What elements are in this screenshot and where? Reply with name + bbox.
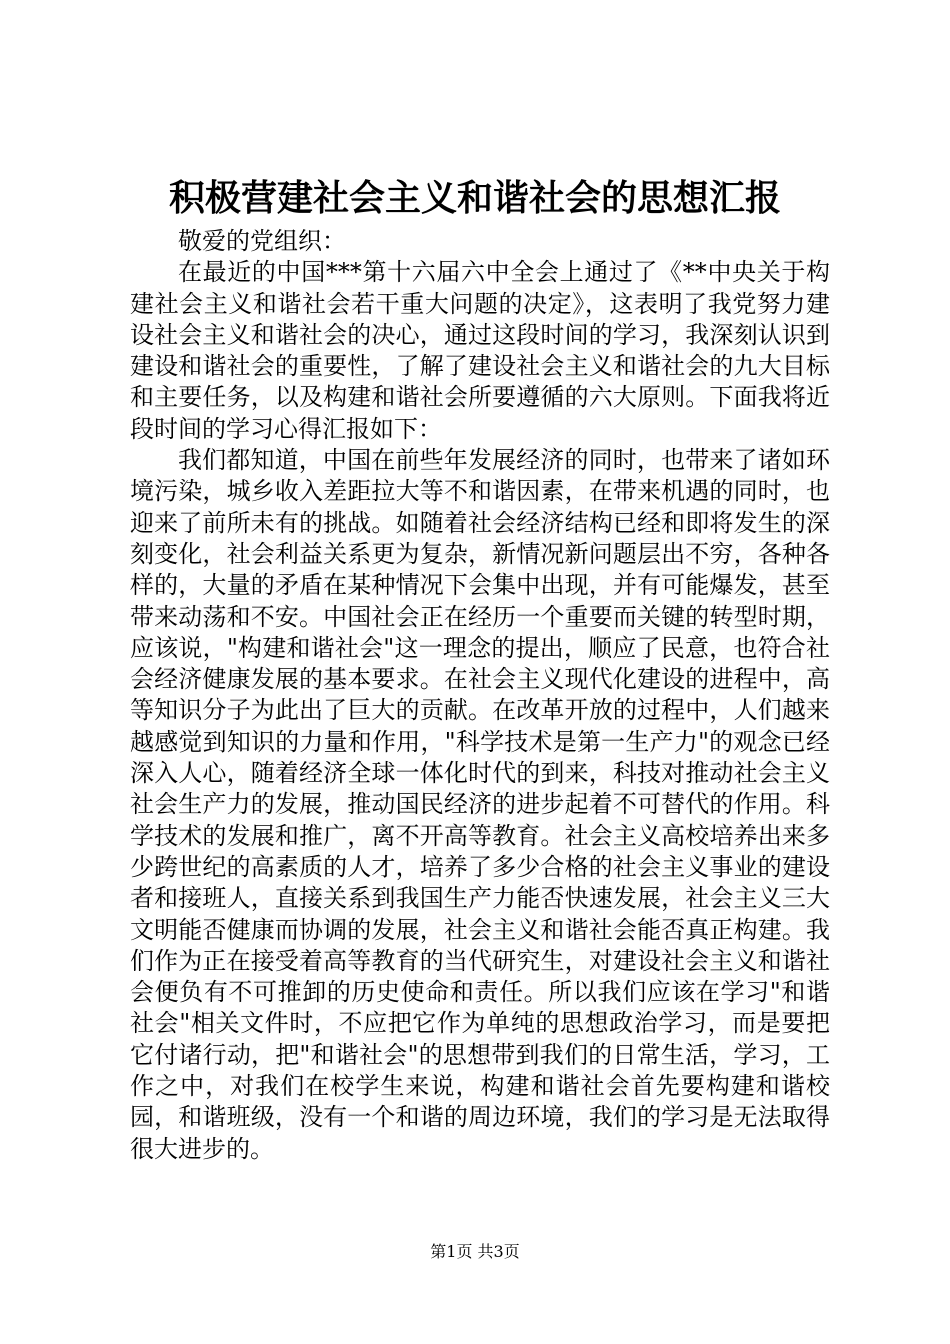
document-title: 积极营建社会主义和谐社会的思想汇报 xyxy=(168,177,781,219)
paragraph-2: 我们都知道，中国在前些年发展经济的同时，也带来了诸如环境污染，城乡收入差距拉大等不和谐因素，在带来机遇的同时，也迎来了前所未有的挑战。如随着社会经济结构已经和即将发生的深刻变化，社会利益关系更为复杂，新情况新问题层出不穷，各种各样的，大量的矛盾在某种情况下会集中出现，并有可能爆发，甚至带来动荡和不安。中国社会正在经历一个重要而关键的转型时期，应该说，"构建和谐社会"这一理念的提出，顺应了民意，也符合社会经济健康发展的基本要求。在社会主义现代化建设的进程中，高等知识分子为此出了巨大的贡献。在改革开放的过程中，人们越来越感觉到知识的力量和作用，"科学技术是第一生产力"的观念已经深入人心，随着经济全球一体化时代的到来，科技对推动社会主义社会生产力的发展，推动国民经济的进步起着不可替代的作用。科学技术的发展和推广，离不开高等教育。社会主义高校培养出来多少跨世纪的高素质的人才，培养了多少合格的社会主义事业的建设者和接班人，直接关系到我国生产力能否快速发展，社会主义三大文明能否健康而协调的发展，社会主义和谐社会能否真正构建。我们作为正在接受着高等教育的当代研究生，对建设社会主义和谐社会便负有不可推卸的历史使命和责任。所以我们应该在学习"和谐社会"相关文件时，不应把它作为单纯的思想政治学习，而是要把它付诸行动，把"和谐社会"的思想带到我们的日常生活，学习，工作之中，对我们在校学生来说，构建和谐社会首先要构建和谐校园，和谐班级，没有一个和谐的周边环境，我们的学习是无法取得很大进步的。 xyxy=(130,446,830,1163)
document-body xyxy=(130,226,830,1165)
salutation: 敬爱的党组织： xyxy=(178,227,346,255)
paragraph-1: 在最近的中国***第十六届六中全会上通过了《**中央关于构建社会主义和谐社会若干重大问题的决定》，这表明了我党努力建设社会主义和谐社会的决心，通过这段时间的学习，我深刻认识到建设和谐社会的重要性，了解了建设社会主义和谐社会的九大目标和主要任务，以及构建和谐社会所要遵循的六大原则。下面我将近段时间的学习心得汇报如下： xyxy=(130,258,830,443)
page-footer: 第1页 共3页 xyxy=(430,1242,520,1261)
